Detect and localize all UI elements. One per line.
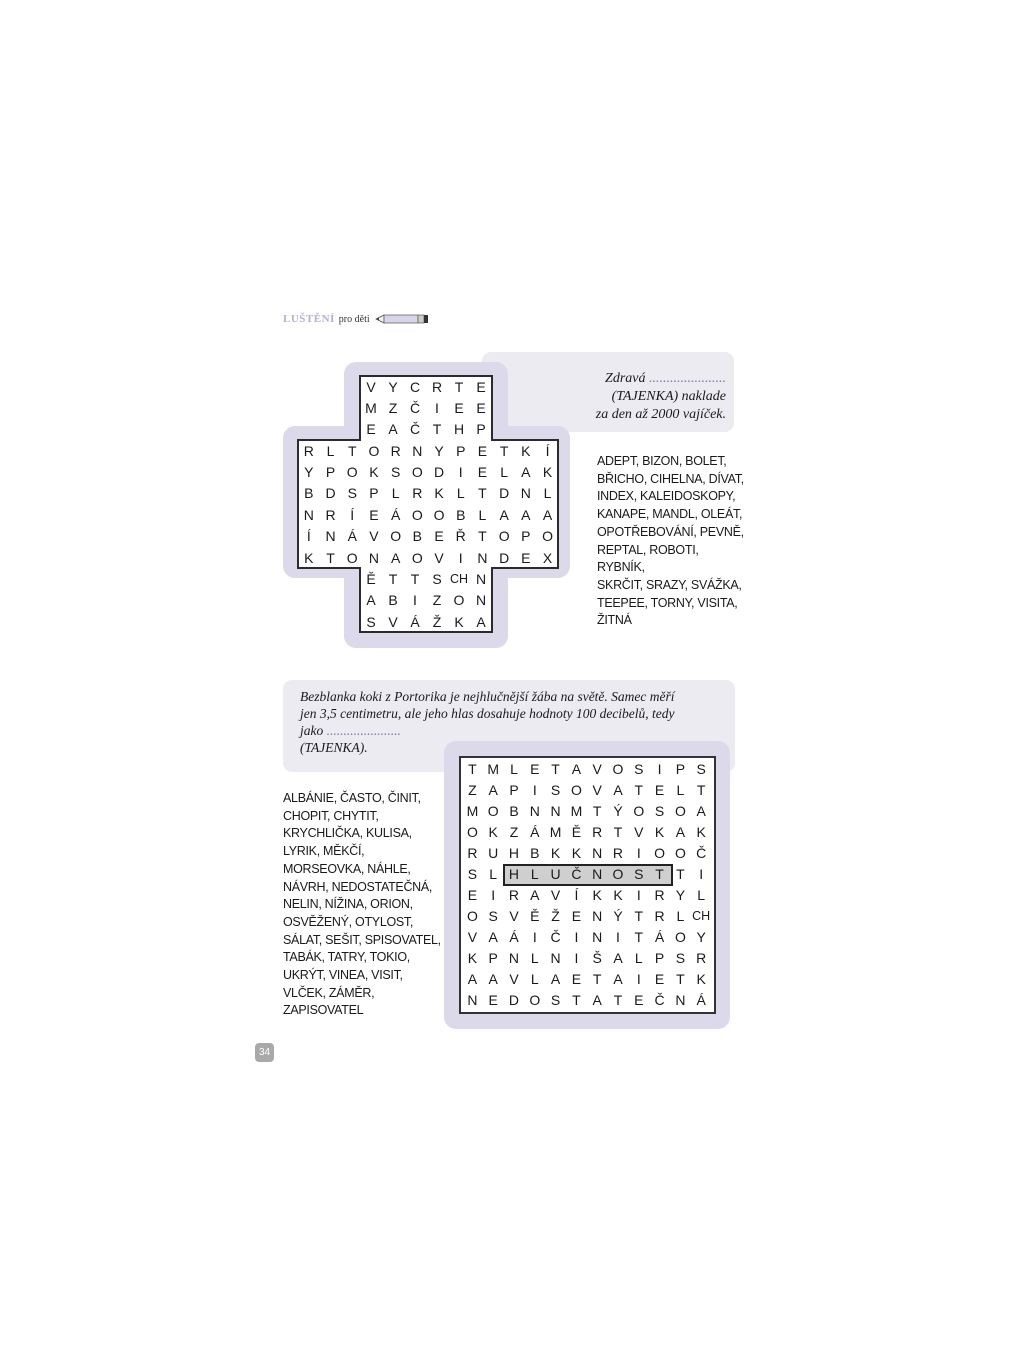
grid2-cell: B — [509, 803, 519, 819]
grid1-cell: K — [521, 443, 531, 459]
grid2-cell: I — [636, 845, 641, 861]
grid2-cell: T — [676, 866, 685, 882]
grid1-cell: T — [432, 421, 442, 437]
grid2-cell: Á — [509, 929, 519, 945]
grid2-cell: S — [550, 782, 561, 798]
grid2-cell: L — [530, 950, 539, 966]
word-list-item: INDEX, KALEIDOSKOPY, — [597, 489, 736, 504]
clue-2-line4: (TAJENKA). — [300, 740, 368, 755]
grid1-cell: N — [325, 528, 336, 544]
grid1-cell: Á — [347, 528, 357, 544]
grid2-cell: Č — [550, 929, 561, 945]
grid1-cell: L — [326, 443, 335, 459]
grid2-cell: N — [592, 845, 603, 861]
clue-1-dots: ...................... — [649, 371, 726, 386]
grid2-cell: S — [696, 761, 706, 777]
grid1-cell: A — [521, 507, 531, 523]
grid2-cell: I — [574, 950, 579, 966]
grid1-cell: L — [478, 507, 487, 523]
word-list-1 — [597, 453, 747, 630]
grid1-cell: Á — [390, 507, 401, 523]
grid1-cell: O — [411, 507, 423, 523]
grid2-cell: N — [529, 803, 540, 819]
grid2-cell: V — [509, 971, 519, 987]
grid1-cell: CH — [449, 572, 469, 586]
grid1-cell: Ě — [366, 571, 376, 587]
grid1-cell: O — [390, 528, 402, 544]
grid2-cell: E — [467, 887, 478, 903]
grid1-cell: I — [458, 550, 463, 566]
grid1-cell: A — [390, 550, 401, 566]
grid1-cell: T — [499, 443, 509, 459]
grid1-cell: Č — [409, 421, 421, 437]
grid1-cell: S — [347, 485, 357, 501]
grid2-cell: O — [466, 824, 478, 840]
word-list-item: ZAPISOVATEL — [283, 1003, 364, 1018]
grid1-cell: E — [521, 550, 531, 566]
grid2-cell: E — [634, 992, 644, 1008]
clue-1-line2: (TAJENKA) naklade — [611, 389, 726, 404]
word-list-item: NELIN, NÍŽINA, ORION, — [283, 897, 413, 912]
grid1-cell: T — [478, 528, 487, 544]
grid2-cell: P — [509, 782, 519, 798]
word-list-item: MORSEOVKA, NÁHLE, — [283, 861, 411, 876]
grid2-cell: S — [550, 992, 561, 1008]
word-list-item: SKRČIT, SRAZY, SVÁŽKA, — [597, 577, 742, 592]
grid2-cell: Ě — [571, 824, 582, 840]
grid2-cell: A — [592, 992, 602, 1008]
grid2-cell: O — [529, 992, 541, 1008]
grid1-cell: K — [369, 464, 379, 480]
grid1-cell: C — [409, 379, 421, 395]
grid2-cell: D — [508, 992, 520, 1008]
grid2-cell: P — [675, 761, 686, 777]
grid2-cell: Í — [574, 887, 579, 903]
grid2-cell: T — [634, 929, 644, 945]
grid1-cell: P — [521, 528, 531, 544]
clue-1-line3: za den až 2000 vajíček. — [595, 407, 726, 422]
grid1-cell: L — [543, 485, 552, 501]
word-list-item: KRYCHLIČKA, KULISA, — [283, 826, 412, 841]
grid1-cell: Í — [350, 507, 355, 523]
clue-2-line3: jako — [300, 723, 324, 738]
grid2-cell: E — [571, 971, 582, 987]
grid1-cell: B — [304, 485, 314, 501]
grid1-cell: H — [453, 421, 465, 437]
grid2-cell: T — [613, 824, 623, 840]
grid1-cell: R — [431, 379, 443, 395]
grid2-cell: N — [592, 866, 603, 882]
grid2-cell: N — [550, 950, 561, 966]
grid2-cell: Ž — [551, 908, 560, 924]
grid1-cell: O — [368, 443, 380, 459]
grid1-cell: I — [435, 400, 439, 416]
word-list-item: SÁLAT, SEŠIT, SPISOVATEL, — [283, 932, 441, 947]
grid2-cell: E — [488, 992, 498, 1008]
grid1-cell: D — [499, 550, 510, 566]
grid1-cell: O — [542, 528, 553, 544]
grid2-cell: K — [654, 824, 665, 840]
grid1-cell: O — [453, 592, 465, 608]
grid1-cell: E — [366, 421, 376, 437]
grid1-cell: A — [542, 507, 553, 523]
grid2-cell: Á — [696, 992, 706, 1008]
grid2-cell: U — [488, 845, 499, 861]
grid2-cell: M — [549, 824, 562, 840]
grid1-cell: O — [346, 550, 358, 566]
grid1-cell: L — [391, 485, 400, 501]
grid1-cell: V — [366, 379, 376, 395]
grid1-cell: T — [347, 443, 357, 459]
grid2-cell: O — [674, 845, 686, 861]
grid2-cell: I — [657, 761, 662, 777]
clue-2-line1: Bezblanka koki z Portorika je nejhlučnější žába na světě. Samec měří — [300, 689, 675, 704]
grid2-cell: Č — [571, 866, 582, 882]
grid1-cell: E — [476, 400, 486, 416]
word-list-item: KANAPE, MANDL, OLEÁT, — [597, 507, 743, 522]
grid1-cell: Ř — [455, 528, 466, 544]
clue-2 — [300, 688, 725, 756]
grid1-cell: K — [434, 485, 444, 501]
grid2-cell: N — [467, 992, 478, 1008]
clue-2-dots: ...................... — [326, 723, 401, 738]
grid1-cell: L — [500, 464, 509, 480]
grid1-cell: K — [542, 464, 553, 480]
grid1-cell: S — [432, 571, 442, 587]
grid1-cell: E — [476, 379, 486, 395]
grid2-cell: I — [616, 929, 620, 945]
grid2-cell: S — [634, 761, 644, 777]
grid2-cell: P — [488, 950, 498, 966]
grid2-cell: A — [696, 803, 706, 819]
grid1-cell: Č — [409, 400, 421, 416]
grid2-cell: O — [487, 803, 499, 819]
grid2-cell: CH — [692, 909, 711, 923]
grid2-cell: N — [592, 908, 603, 924]
grid2-cell: V — [592, 782, 602, 798]
grid2-cell: L — [634, 950, 643, 966]
grid2-cell: M — [570, 803, 583, 819]
grid1-cell: M — [365, 400, 377, 416]
grid2-cell: R — [467, 845, 478, 861]
grid2-cell: A — [488, 782, 498, 798]
grid1-cell: E — [454, 400, 464, 416]
grid2-cell: A — [550, 971, 561, 987]
grid2-cell: L — [530, 971, 539, 987]
grid2-cell: O — [633, 803, 645, 819]
grid2-cell: U — [550, 866, 561, 882]
grid2-cell: Y — [696, 929, 706, 945]
grid2-cell: V — [634, 824, 644, 840]
grid1-cell: E — [477, 443, 488, 459]
grid1-cell: N — [520, 485, 531, 501]
grid2-cell: N — [675, 992, 686, 1008]
grid1-cell: V — [434, 550, 444, 566]
word-list-item: VLČEK, ZÁMĚR, — [283, 985, 375, 1000]
clue-1 — [566, 370, 726, 424]
word-list-2 — [283, 790, 443, 1020]
grid2-cell: T — [592, 971, 602, 987]
grid2-cell: O — [674, 803, 686, 819]
grid1-cell: Í — [306, 528, 311, 544]
grid2-cell: Č — [654, 992, 665, 1008]
grid1-cell: P — [456, 443, 466, 459]
page-number: 34 — [255, 1043, 274, 1062]
grid2-cell: S — [467, 866, 478, 882]
grid1-cell: T — [326, 550, 335, 566]
grid1-cell: B — [388, 592, 398, 608]
grid1-cell: A — [499, 507, 509, 523]
grid1-cell: B — [456, 507, 466, 523]
grid1-cell: I — [413, 592, 417, 608]
word-list-item: REPTAL, ROBOTI, RYBNÍK, — [597, 542, 699, 575]
grid2-cell: T — [551, 761, 560, 777]
grid1-cell: T — [410, 571, 420, 587]
brand-subtitle: pro děti — [338, 313, 370, 325]
grid2-cell: A — [488, 929, 498, 945]
grid2-cell: E — [654, 971, 665, 987]
grid2-cell: Á — [654, 929, 665, 945]
grid2-cell: T — [655, 866, 664, 882]
grid2-cell: O — [466, 908, 478, 924]
grid2-cell: L — [676, 782, 685, 798]
grid2-cell: T — [592, 803, 602, 819]
grid2-cell: K — [592, 887, 602, 903]
grid2-cell: R — [592, 824, 603, 840]
grid2-cell: Y — [675, 887, 686, 903]
grid2-cell: A — [530, 887, 540, 903]
grid2-cell: R — [654, 908, 665, 924]
grid2-cell: A — [613, 782, 623, 798]
grid2-cell: E — [571, 908, 582, 924]
grid2-cell: O — [612, 761, 624, 777]
grid2-cell: I — [574, 929, 579, 945]
grid2-cell: A — [488, 971, 498, 987]
grid1-cell: E — [369, 507, 379, 523]
grid2-cell: H — [508, 845, 520, 861]
grid2-cell: S — [675, 950, 686, 966]
grid2-cell: Ě — [530, 908, 540, 924]
grid1-cell: Y — [304, 464, 314, 480]
grid2-cell: L — [530, 866, 539, 882]
grid2-cell: O — [612, 866, 624, 882]
grid1-cell: D — [433, 464, 445, 480]
word-list-item: CHOPIT, CHYTIT, — [283, 808, 379, 823]
grid2-cell: L — [510, 761, 518, 777]
grid2-cell: V — [467, 929, 478, 945]
word-list-item: OPOTŘEBOVÁNÍ, PEVNĚ, — [597, 524, 744, 539]
grid1-cell: A — [388, 421, 398, 437]
grid2-cell: K — [550, 845, 561, 861]
grid2-cell: Z — [468, 782, 477, 798]
grid2-cell: T — [696, 782, 706, 798]
grid2-cell: P — [654, 950, 665, 966]
grid1-cell: V — [369, 528, 379, 544]
grid2-cell: I — [491, 887, 496, 903]
grid1-cell: E — [434, 528, 444, 544]
grid2-cell: K — [488, 824, 498, 840]
grid2-cell: V — [550, 887, 561, 903]
grid2-cell: R — [612, 845, 624, 861]
grid1-cell: V — [388, 614, 398, 630]
grid2-cell: K — [571, 845, 582, 861]
grid2-cell: S — [654, 803, 665, 819]
grid1-cell: P — [325, 464, 336, 480]
grid1-cell: O — [346, 464, 358, 480]
grid1-cell: A — [476, 614, 486, 630]
grid1-cell: R — [412, 485, 423, 501]
grid1-cell: S — [390, 464, 401, 480]
grid1-cell: T — [454, 379, 464, 395]
grid1-cell: P — [476, 421, 486, 437]
grid2-cell: M — [487, 761, 500, 777]
grid2-cell: L — [697, 887, 706, 903]
clue-1-line1: Zdravá — [605, 371, 646, 386]
grid2-cell: Á — [530, 824, 540, 840]
grid2-cell: H — [508, 866, 520, 882]
grid1-cell: T — [478, 485, 487, 501]
word-list-item: ADEPT, BIZON, BOLET, — [597, 454, 727, 468]
grid2-cell: A — [613, 950, 623, 966]
grid1-cell: L — [456, 485, 465, 501]
grid2-cell: Ý — [613, 803, 623, 819]
grid2-cell: R — [508, 887, 520, 903]
word-list-item: TEEPEE, TORNY, VISITA, — [597, 595, 738, 610]
grid2-cell: E — [530, 761, 540, 777]
grid2-cell: T — [468, 761, 477, 777]
word-list-item: OSVĚŽENÝ, OTYLOST, — [283, 914, 414, 929]
grid1-cell: T — [388, 571, 398, 587]
grid2-cell: K — [613, 887, 623, 903]
grid1-cell: K — [304, 550, 314, 566]
grid2-cell: I — [636, 971, 641, 987]
grid2-cell: O — [570, 782, 582, 798]
grid2-cell: V — [592, 761, 602, 777]
grid1-cell: N — [475, 592, 487, 608]
grid1-cell: O — [433, 507, 445, 523]
grid1-cell: R — [390, 443, 401, 459]
grid1-cell: O — [411, 550, 423, 566]
grid2-cell: T — [676, 971, 685, 987]
word-list-item: TABÁK, TATRY, TOKIO, — [283, 950, 410, 965]
grid2-cell: Z — [509, 824, 519, 840]
grid2-cell: T — [613, 992, 623, 1008]
grid1-cell: Ž — [432, 614, 442, 630]
grid2-cell: N — [550, 803, 561, 819]
grid2-cell: K — [467, 950, 478, 966]
clue-2-line2: jen 3,5 centimetru, ale jeho hlas dosahuje hodnoty 100 decibelů, tedy — [300, 706, 675, 721]
grid1-cell: A — [366, 592, 376, 608]
word-list-item: ŽITNÁ — [597, 613, 632, 628]
grid2-cell: N — [508, 950, 520, 966]
grid1-cell: O — [498, 528, 510, 544]
grid2-cell: Ý — [613, 908, 623, 924]
grid1-cell: Z — [432, 592, 442, 608]
grid2-cell: O — [654, 845, 666, 861]
grid2-cell: S — [488, 908, 498, 924]
grid2-cell: A — [467, 971, 478, 987]
grid1-cell: K — [454, 614, 464, 630]
grid1-cell: Á — [410, 614, 420, 630]
grid1-cell: D — [325, 485, 336, 501]
grid1-cell: E — [477, 464, 488, 480]
grid2-cell: I — [699, 866, 704, 882]
grid2-cell: T — [634, 908, 644, 924]
grid2-cell: Č — [696, 845, 707, 861]
grid1-cell: P — [369, 485, 379, 501]
grid2-cell: L — [676, 908, 685, 924]
grid2-cell: T — [634, 782, 644, 798]
grid2-cell: O — [674, 929, 686, 945]
grid2-cell: N — [592, 929, 603, 945]
grid2-cell: L — [489, 866, 498, 882]
grid2-cell: I — [636, 887, 641, 903]
grid2-cell: M — [466, 803, 479, 819]
word-list-item: ALBÁNIE, ČASTO, ČINIT, — [283, 791, 421, 805]
grid1-cell: R — [303, 443, 314, 459]
grid1-cell: N — [475, 571, 487, 587]
word-list-item: NÁVRH, NEDOSTATEČNÁ, — [283, 879, 433, 894]
grid1-cell: N — [477, 550, 488, 566]
grid1-cell: Y — [434, 443, 444, 459]
grid1-cell: O — [411, 464, 423, 480]
grid2-cell: K — [696, 971, 706, 987]
grid1-cell: N — [368, 550, 379, 566]
grid2-cell: A — [571, 761, 582, 777]
grid1-cell: B — [412, 528, 423, 544]
grid1-cell: N — [412, 443, 423, 459]
grid1-cell: I — [458, 464, 463, 480]
grid2-cell: I — [532, 929, 537, 945]
grid2-cell: T — [572, 992, 581, 1008]
grid2-cell: V — [509, 908, 519, 924]
grid1-cell: A — [521, 464, 531, 480]
grid1-cell: Z — [388, 400, 398, 416]
grid1-cell: N — [303, 507, 314, 523]
word-list-item: BŘICHO, CIHELNA, DÍVAT, — [597, 471, 744, 486]
grid2-cell: Š — [592, 950, 602, 966]
grid1-cell: S — [366, 614, 376, 630]
grid1-cell: X — [542, 550, 553, 566]
grid2-cell: A — [675, 824, 686, 840]
grid1-cell: Y — [388, 379, 398, 395]
brand-title: LUŠTĚNÍ — [283, 313, 335, 325]
word-list-item: UKRÝT, VINEA, VISIT, — [283, 968, 403, 983]
word-list-item: LYRIK, MĚKČÍ, — [283, 844, 365, 859]
grid2-cell: S — [634, 866, 644, 882]
grid1-cell: D — [499, 485, 510, 501]
grid2-cell: K — [696, 824, 706, 840]
grid2-cell: B — [530, 845, 540, 861]
grid1-cell: Í — [545, 443, 550, 459]
grid2-cell: E — [654, 782, 665, 798]
grid2-cell: R — [654, 887, 665, 903]
grid2-cell: A — [613, 971, 623, 987]
grid1-cell: R — [325, 507, 336, 523]
grid2-cell: R — [696, 950, 707, 966]
grid2-cell: I — [532, 782, 537, 798]
